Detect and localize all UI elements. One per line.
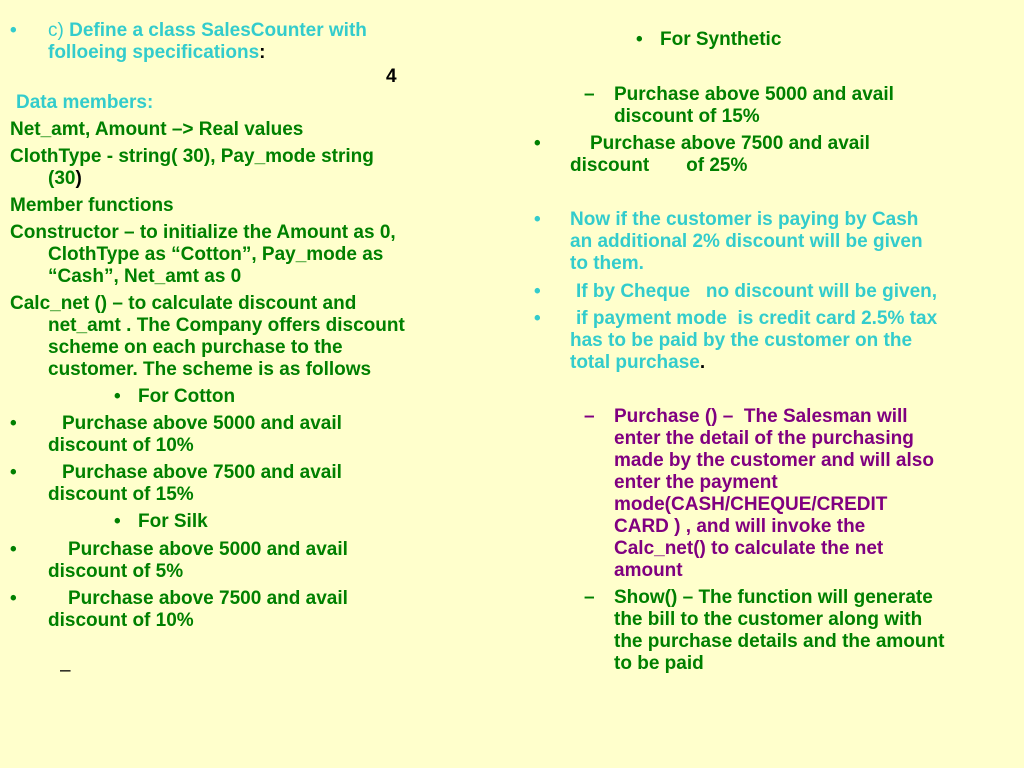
bullet-dot: • <box>534 308 541 329</box>
clothtype-line2: (30 <box>48 168 76 189</box>
bullet-dot: • <box>10 413 17 434</box>
bullet-dot: • <box>534 281 541 302</box>
cotton1-line1: Purchase above 5000 and avail <box>62 413 342 434</box>
net-amt-line: Net_amt, Amount –> Real values <box>10 119 304 140</box>
clothtype-paren: ) <box>75 168 82 189</box>
calc-line1: Calc_net () – to calculate discount and <box>10 293 357 314</box>
bullet-dash: – <box>584 84 595 105</box>
bullet-dot: • <box>114 386 121 407</box>
syn2-line2: discount of 25% <box>570 155 748 176</box>
syn2-line1: Purchase above 7500 and avail <box>590 133 870 154</box>
for-synthetic-heading: For Synthetic <box>660 29 782 50</box>
card-line3: total purchase <box>570 352 700 373</box>
constructor-line2: ClothType as “Cotton”, Pay_mode as <box>48 244 384 265</box>
bullet-dot: • <box>534 209 541 230</box>
cotton2-line1: Purchase above 7500 and avail <box>62 462 342 483</box>
calc-line4: customer. The scheme is as follows <box>48 359 372 380</box>
bullet-dot: • <box>10 462 17 483</box>
cash-line2: an additional 2% discount will be given <box>570 231 923 252</box>
purchase-line1: Purchase () – The Salesman will <box>614 406 908 427</box>
constructor-line3: “Cash”, Net_amt as 0 <box>48 266 242 287</box>
silk2-line2: discount of 10% <box>48 610 194 631</box>
for-cotton-heading: For Cotton <box>138 386 236 407</box>
clothtype-row2 <box>48 168 82 190</box>
show-line2: the bill to the customer along with <box>614 609 923 630</box>
member-functions-heading: Member functions <box>10 195 174 216</box>
title-row2 <box>48 42 265 64</box>
bullet-dot: • <box>10 588 17 609</box>
trailing-dash: – <box>60 660 71 681</box>
bullet-dash: – <box>584 406 595 427</box>
syn1-line2: discount of 15% <box>614 106 760 127</box>
cotton2-line2: discount of 15% <box>48 484 194 505</box>
calc-line2: net_amt . The Company offers discount <box>48 315 405 336</box>
bullet-dot: • <box>114 511 121 532</box>
constructor-line1: Constructor – to initialize the Amount as 0, <box>10 222 396 243</box>
title-line2: folloeing specifications <box>48 42 260 63</box>
cash-line1: Now if the customer is paying by Cash <box>570 209 919 230</box>
title-line1: Define a class SalesCounter with <box>69 20 367 41</box>
purchase-line4: enter the payment <box>614 472 778 493</box>
card-period: . <box>699 352 706 373</box>
purchase-line8: amount <box>614 560 683 581</box>
question-title <box>48 20 367 42</box>
card-row3 <box>570 352 705 374</box>
cash-line3: to them. <box>570 253 644 274</box>
card-line2: has to be paid by the customer on the <box>570 330 913 351</box>
purchase-line7: Calc_net() to calculate the net <box>614 538 884 559</box>
card-line1: if payment mode is credit card 2.5% tax <box>576 308 938 329</box>
show-line3: the purchase details and the amount <box>614 631 945 652</box>
purchase-line2: enter the detail of the purchasing <box>614 428 914 449</box>
marks: 4 <box>386 66 397 87</box>
cotton1-line2: discount of 10% <box>48 435 194 456</box>
title-colon: : <box>259 42 266 63</box>
clothtype-line1: ClothType - string( 30), Pay_mode string <box>10 146 374 167</box>
syn1-line1: Purchase above 5000 and avail <box>614 84 894 105</box>
purchase-line5: mode(CASH/CHEQUE/CREDIT <box>614 494 888 515</box>
cheque-line: If by Cheque no discount will be given, <box>576 281 938 302</box>
purchase-line3: made by the customer and will also <box>614 450 934 471</box>
bullet-dot: • <box>10 20 17 41</box>
title-prefix: c) <box>48 20 70 41</box>
silk1-line2: discount of 5% <box>48 561 184 582</box>
purchase-line6: CARD ) , and will invoke the <box>614 516 866 537</box>
bullet-dot: • <box>10 539 17 560</box>
for-silk-heading: For Silk <box>138 511 208 532</box>
calc-line3: scheme on each purchase to the <box>48 337 343 358</box>
bullet-dot: • <box>534 133 541 154</box>
show-line4: to be paid <box>614 653 704 674</box>
data-members-heading: Data members: <box>16 92 154 113</box>
bullet-dash: – <box>584 587 595 608</box>
silk1-line1: Purchase above 5000 and avail <box>68 539 348 560</box>
show-line1: Show() – The function will generate <box>614 587 933 608</box>
silk2-line1: Purchase above 7500 and avail <box>68 588 348 609</box>
bullet-dot: • <box>636 29 643 50</box>
